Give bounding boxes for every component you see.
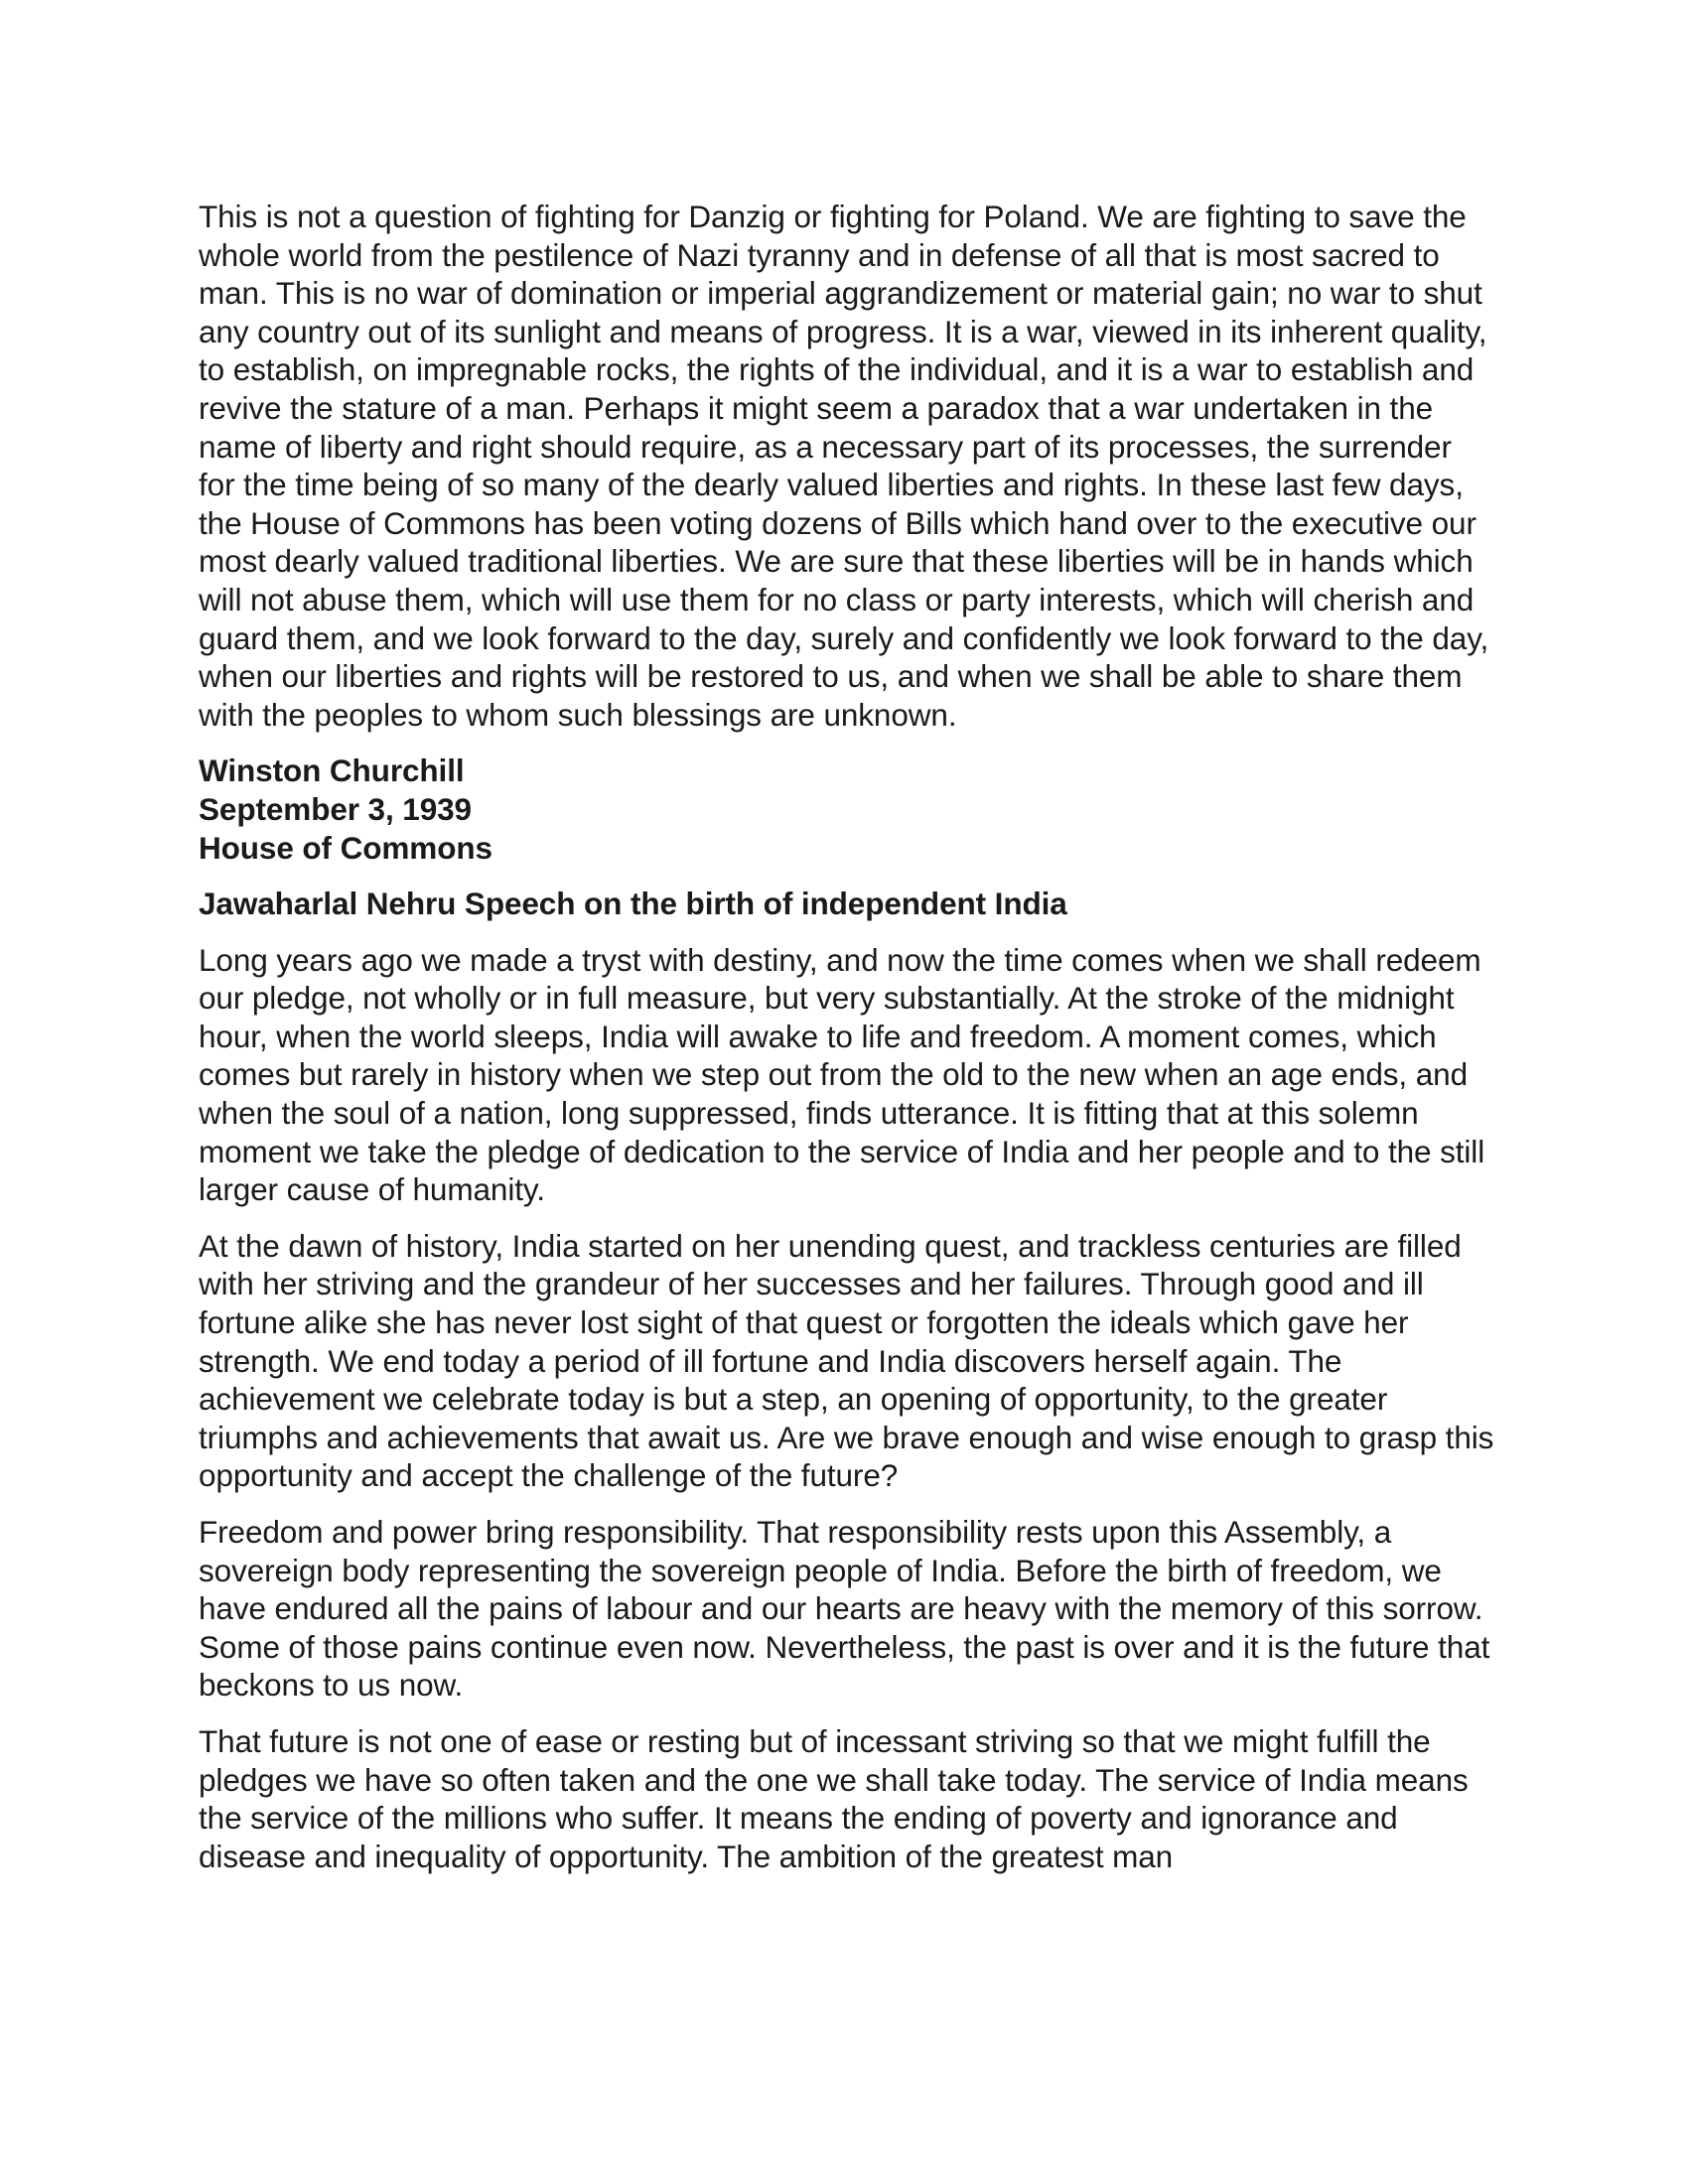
nehru-paragraph-2: At the dawn of history, India started on her unending quest, and trackless centuries are filled with her striving and the grandeur of her successes and her failures. Through good and ill fortune alike she has never lost sight of that quest or forgotten the ideals which gave her strength. We end today a period of ill fortune and India discovers herself again. The achievement we celebrate today is but a step, an opening of opportunity, to the greater triumphs and achievements that await us. Are we brave enough and wise enough to grasp this opportunity and accept the challenge of the future?: [199, 1227, 1494, 1494]
churchill-speech-paragraph: This is not a question of fighting for Danzig or fighting for Poland. We are fighting to save the whole world from the pestilence of Nazi tyranny and in defense of all that is most sacred to man. This is no war of domination or imperial aggrandizement or material gain; no war to shut any country out of its sunlight and means of progress. It is a war, viewed in its inherent quality, to establish, on impregnable rocks, the rights of the individual, and it is a war to establish and revive the stature of a man. Perhaps it might seem a paradox that a war undertaken in the name of liberty and right should require, as a necessary part of its processes, the surrender for the time being of so many of the dearly valued liberties and rights. In these last few days, the House of Commons has been voting dozens of Bills which hand over to the executive our most dearly valued traditional liberties. We are sure that these liberties will be in hands which will not abuse them, which will use them for no class or party interests, which will cherish and guard them, and we look forward to the day, surely and confidently we look forward to the day, when our liberties and rights will be restored to us, and when we shall be able to share them with the peoples to whom such blessings are unknown.: [199, 199, 1489, 733]
document-page: [199, 198, 1494, 1893]
nehru-speech-heading: Jawaharlal Nehru Speech on the birth of independent India: [199, 886, 1067, 922]
speech-venue: House of Commons: [199, 829, 492, 866]
churchill-attribution: [199, 751, 1494, 867]
nehru-paragraph-4: That future is not one of ease or resting but of incessant striving so that we might fulfill the pledges we have so often taken and the one we shall take today. The service of India means the service of the millions who suffer. It means the ending of poverty and ignorance and disease and inequality of opportunity. The ambition of the greatest man: [199, 1722, 1469, 1874]
speech-date: September 3, 1939: [199, 790, 472, 827]
speaker-name: Winston Churchill: [199, 752, 465, 789]
nehru-paragraph-1: Long years ago we made a tryst with destiny, and now the time comes when we shall redeem our pledge, not wholly or in full measure, but very substantially. At the stroke of the midnight hour, when the world sleeps, India will awake to life and freedom. A moment comes, which comes but rarely in history when we step out from the old to the new when an age ends, and when the soul of a nation, long suppressed, finds utterance. It is fitting that at this solemn moment we take the pledge of dedication to the service of India and her people and to the still larger cause of humanity.: [199, 941, 1485, 1208]
nehru-paragraph-3: Freedom and power bring responsibility. That responsibility rests upon this Assembly, a sovereign body representing the sovereign people of India. Before the birth of freedom, we have endured all the pains of labour and our hearts are heavy with the memory of this sorrow. Some of those pains continue even now. Nevertheless, the past is over and it is the future that beckons to us now.: [199, 1514, 1490, 1704]
